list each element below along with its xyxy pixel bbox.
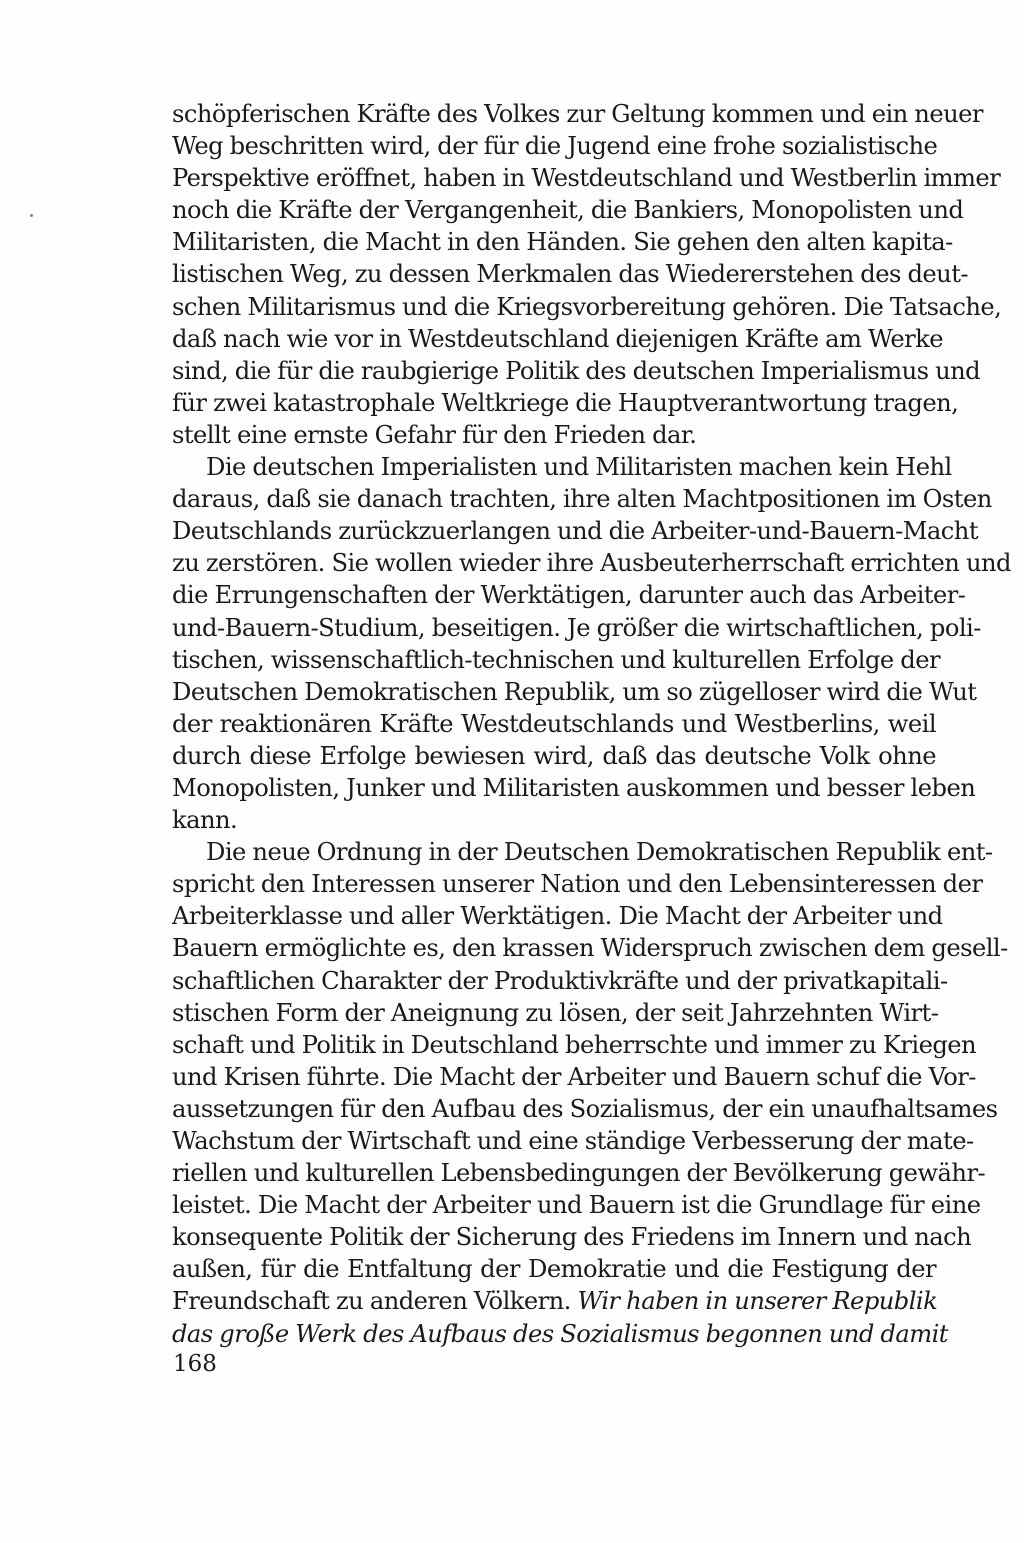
text-line: Militaristen, die Macht in den Händen. Sie gehen den alten kapita- xyxy=(172,228,953,257)
text-line: konsequente Politik der Sicherung des Friedens im Innern und nach xyxy=(172,1223,972,1252)
text-run-italic: Wir haben in unserer Republik xyxy=(577,1287,938,1316)
text-line: die Errungenschaften der Werktätigen, darunter auch das Arbeiter- xyxy=(172,581,966,610)
scan-speck xyxy=(30,214,33,217)
text-line: zu zerstören. Sie wollen wieder ihre Ausbeuterherrschaft errichten und xyxy=(172,549,1011,578)
text-line: außen, für die Entfaltung der Demokratie und die Festigung der xyxy=(172,1255,936,1284)
text-line: schöpferischen Kräfte des Volkes zur Geltung kommen und ein neuer xyxy=(172,100,983,128)
text-line-mixed xyxy=(172,1285,936,1317)
text-line: durch diese Erfolge bewiesen wird, daß das deutsche Volk ohne xyxy=(172,741,936,770)
paragraph-1 xyxy=(172,98,1002,451)
body-text xyxy=(172,98,1011,1350)
text-line: listischen Weg, zu dessen Merkmalen das Wiedererstehen des deut- xyxy=(172,260,969,289)
text-line: stischen Form der Aneignung zu lösen, der seit Jahrzehnten Wirt- xyxy=(172,998,939,1027)
text-line: Deutschen Demokratischen Republik, um so zügelloser wird die Wut xyxy=(172,677,977,706)
text-line: kann. xyxy=(172,806,238,835)
text-line: daraus, daß sie danach trachten, ihre alten Machtpositionen im Osten xyxy=(172,485,992,514)
text-line: schaftlichen Charakter der Produktivkräfte und der privatkapitali- xyxy=(172,966,948,995)
text-line: daß nach wie vor in Westdeutschland diejenigen Kräfte am Werke xyxy=(172,324,943,353)
text-line: aussetzungen für den Aufbau des Sozialismus, der ein unaufhaltsames xyxy=(172,1094,998,1123)
text-line: riellen und kulturellen Lebensbedingungen der Bevölkerung gewähr- xyxy=(172,1159,986,1188)
text-line: und-Bauern-Studium, beseitigen. Je größer die wirtschaftlichen, poli- xyxy=(172,613,981,642)
text-line: Deutschlands zurückzuerlangen und die Arbeiter-und-Bauern-Macht xyxy=(172,517,978,546)
text-line: Perspektive eröffnet, haben in Westdeutschland und Westberlin immer xyxy=(172,164,1001,193)
text-line: stellt eine ernste Gefahr für den Frieden dar. xyxy=(172,420,697,449)
text-line: tischen, wissenschaftlich-technischen und kulturellen Erfolge der xyxy=(172,645,940,674)
text-line: Weg beschritten wird, der für die Jugend eine frohe sozialistische xyxy=(172,132,938,161)
text-line: Die neue Ordnung in der Deutschen Demokratischen Republik ent- xyxy=(206,838,993,867)
paragraph-3-lines xyxy=(172,836,1008,1285)
text-line: der reaktionären Kräfte Westdeutschlands und Westberlins, weil xyxy=(172,709,936,738)
text-line: schaft und Politik in Deutschland beherrschte und immer zu Kriegen xyxy=(172,1030,977,1059)
text-line: spricht den Interessen unserer Nation und den Lebensinteressen der xyxy=(172,870,983,899)
text-line: schen Militarismus und die Kriegsvorbereitung gehören. Die Tatsache, xyxy=(172,292,1002,321)
text-line: Arbeiterklasse und aller Werktätigen. Die Macht der Arbeiter und xyxy=(172,902,943,931)
text-line: Die deutschen Imperialisten und Militaristen machen kein Hehl xyxy=(206,453,952,482)
text-line: Bauern ermöglichte es, den krassen Widerspruch zwischen dem gesell- xyxy=(172,934,1008,963)
text-line: Monopolisten, Junker und Militaristen auskommen und besser leben xyxy=(172,773,976,802)
text-line: für zwei katastrophale Weltkriege die Hauptverantwortung tragen, xyxy=(172,388,959,417)
text-line: Wachstum der Wirtschaft und eine ständige Verbesserung der mate- xyxy=(172,1127,974,1155)
text-line: noch die Kräfte der Vergangenheit, die Bankiers, Monopolisten und xyxy=(172,196,964,225)
text-line-italic: das große Werk des Aufbaus des Sozialismus begonnen und damit xyxy=(172,1319,948,1348)
page-number: 168 xyxy=(173,1351,217,1377)
text-line: und Krisen führte. Die Macht der Arbeiter und Bauern schuf die Vor- xyxy=(172,1062,976,1091)
text-run-plain: Freundschaft zu anderen Völkern. xyxy=(172,1287,578,1316)
paragraph-3 xyxy=(172,836,1008,1350)
paragraph-2 xyxy=(172,451,1011,836)
text-line: leistet. Die Macht der Arbeiter und Bauern ist die Grundlage für eine xyxy=(172,1191,981,1220)
text-line: sind, die für die raubgierige Politik des deutschen Imperialismus und xyxy=(172,356,981,385)
